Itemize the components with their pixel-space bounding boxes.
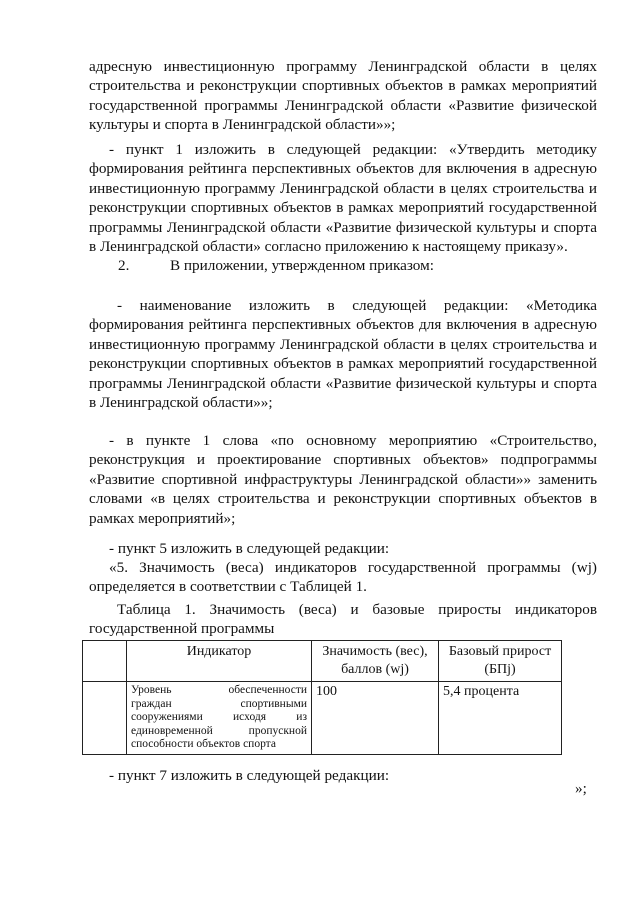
text-line: реконструкции спортивных объектов в рамках мероприятий государственной bbox=[89, 355, 597, 373]
table-header-cell: Базовый прирост (БПj) bbox=[439, 641, 562, 682]
text-line: программы Ленинградской области «Развитие физической культуры и спорта bbox=[89, 218, 597, 236]
text-line: формирования рейтинга перспективных объектов для включения в адресную bbox=[89, 160, 597, 178]
text-line: реконструкции спортивных объектов в рамках мероприятий государственной bbox=[89, 199, 597, 217]
text-line: государственной программы bbox=[89, 620, 275, 638]
text-line: формирования рейтинга перспективных объектов для включения в адресную bbox=[89, 316, 597, 334]
text-line: в Ленинградской области»»; bbox=[89, 394, 273, 412]
paragraph-point1-words bbox=[89, 431, 597, 528]
text-line: - наименование изложить в следующей редакции: «Методика bbox=[117, 297, 597, 314]
table-cell-weight: 100 bbox=[312, 682, 439, 755]
paragraph-intro bbox=[89, 57, 597, 135]
text-line: в Ленинградской области» согласно приложению к настоящему приказу». bbox=[89, 238, 568, 256]
table-header-row bbox=[83, 641, 562, 682]
text-line: - пункт 1 изложить в следующей редакции: «Утвердить методику bbox=[109, 141, 597, 158]
table-cell bbox=[83, 682, 127, 755]
text-line: рамках мероприятий»; bbox=[89, 509, 236, 527]
paragraph-name bbox=[89, 296, 597, 412]
text-line: Таблица 1. Значимость (веса) и базовые приросты индикаторов bbox=[117, 601, 597, 618]
text-line: реконструкция и проектирование спортивных объектов» подпрограммы bbox=[89, 451, 597, 469]
table-cell-growth: 5,4 процента bbox=[439, 682, 562, 755]
text-line: культуры и спорта в Ленинградской области»»; bbox=[89, 116, 396, 134]
text-line: строительства и реконструкции спортивных объектов в рамках мероприятий bbox=[89, 77, 597, 95]
text-line: единовременной пропускной bbox=[131, 724, 307, 737]
text-line: определяется в соответствии с Таблицей 1. bbox=[89, 578, 367, 596]
paragraph-weights bbox=[89, 558, 597, 597]
closing-quote: »; bbox=[575, 780, 587, 797]
paragraph-point7 bbox=[89, 766, 597, 785]
paragraph-point5 bbox=[89, 539, 597, 558]
paragraph-point1 bbox=[89, 140, 597, 256]
indicator-table bbox=[82, 640, 562, 755]
table-row bbox=[83, 682, 562, 755]
text-line: «5. Значимость (веса) индикаторов государственной программы (wj) bbox=[109, 559, 597, 576]
text-line: Уровень обеспеченности bbox=[131, 684, 307, 696]
text-line: - пункт 5 изложить в следующей редакции: bbox=[109, 540, 390, 557]
text-line: - в пункте 1 слова «по основному мероприятию «Строительство, bbox=[109, 432, 597, 449]
text-line: граждан спортивными bbox=[131, 697, 307, 710]
text-line: словами «в целях строительства и реконструкции спортивных объектов в bbox=[89, 490, 597, 508]
text-line: - пункт 7 изложить в следующей редакции: bbox=[109, 767, 390, 784]
text-line: «Развитие спортивной инфраструктуры Ленинградской области»» заменить bbox=[89, 470, 597, 488]
text-line: адресную инвестиционную программу Ленинградской области в целях bbox=[89, 58, 597, 75]
text-line: инвестиционную программу Ленинградской области в целях строительства и bbox=[89, 335, 597, 353]
table-header-cell bbox=[83, 641, 127, 682]
item-number: 2. bbox=[118, 257, 130, 274]
text-line: государственной программы Ленинградской области «Развитие физической bbox=[89, 96, 597, 114]
text-line: способности объектов спорта bbox=[131, 738, 276, 751]
table-header-cell: Значимость (вес), баллов (wj) bbox=[312, 641, 439, 682]
text-line: инвестиционную программу Ленинградской области в целях строительства и bbox=[89, 179, 597, 197]
table-header-cell: Индикатор bbox=[127, 641, 312, 682]
item-text: В приложении, утвержденном приказом: bbox=[170, 257, 434, 274]
text-line: сооружениями исходя из bbox=[131, 711, 307, 724]
table-caption bbox=[89, 600, 597, 639]
text-line: программы Ленинградской области «Развитие физической культуры и спорта bbox=[89, 374, 597, 392]
table-cell-indicator bbox=[127, 682, 312, 755]
